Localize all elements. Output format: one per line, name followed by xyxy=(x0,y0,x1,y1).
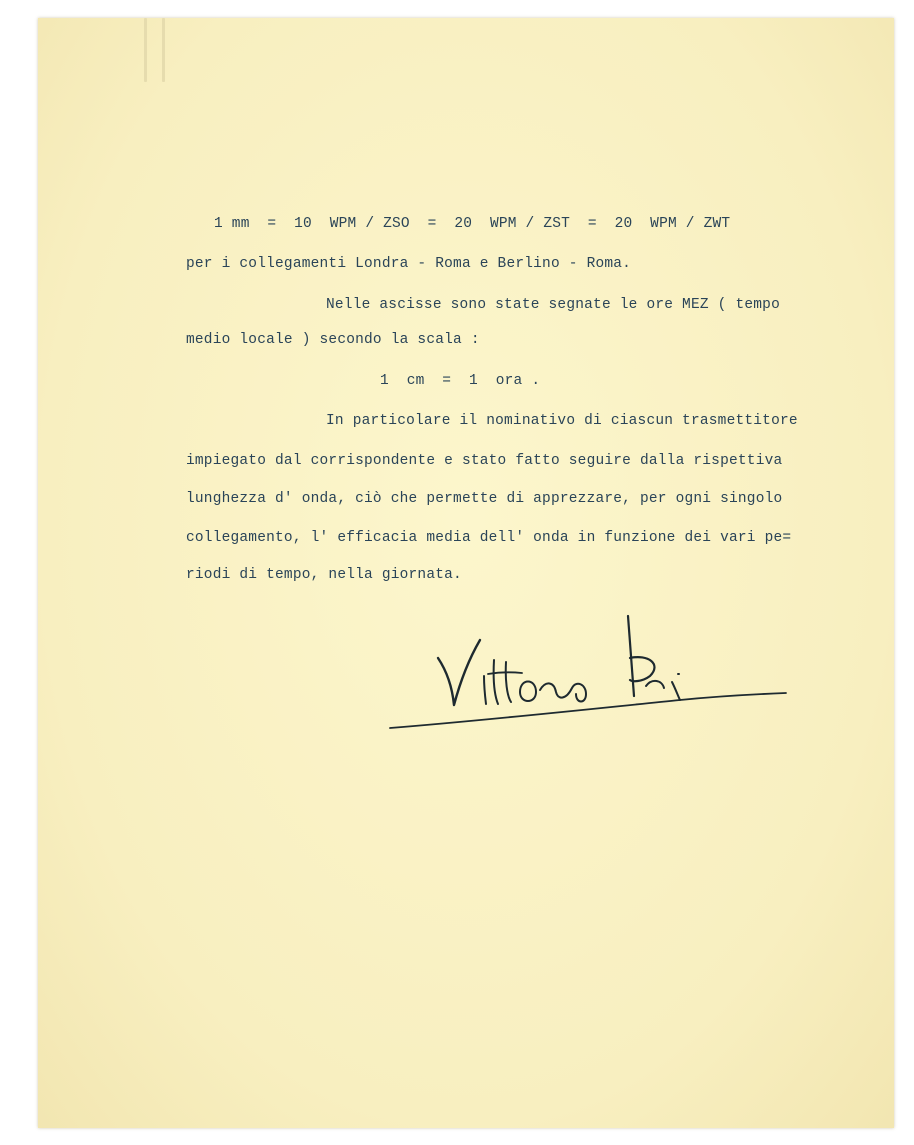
punch-mark xyxy=(162,18,165,82)
punch-mark xyxy=(144,18,147,82)
text-line: medio locale ) secondo la scala : xyxy=(186,332,480,348)
text-line: impiegato dal corrispondente e stato fatto seguire dalla rispettiva xyxy=(186,453,783,469)
scale-formula-line: 1 mm = 10 WPM / ZSO = 20 WPM / ZST = 20 WPM / ZWT xyxy=(214,216,731,232)
text-line: lunghezza d' onda, ciò che permette di apprezzare, per ogni singolo xyxy=(186,491,783,507)
text-line: collegamento, l' efficacia media dell' onda in funzione dei vari pe= xyxy=(186,530,792,546)
handwritten-signature xyxy=(380,600,800,740)
text-line: per i collegamenti Londra - Roma e Berlino - Roma. xyxy=(186,256,632,272)
paper-sheet xyxy=(38,18,894,1128)
text-line: riodi di tempo, nella giornata. xyxy=(186,567,462,583)
text-line: 1 cm = 1 ora . xyxy=(380,373,541,389)
text-line: Nelle ascisse sono state segnate le ore MEZ ( tempo xyxy=(326,297,780,313)
text-line: In particolare il nominativo di ciascun trasmettitore xyxy=(326,413,798,429)
